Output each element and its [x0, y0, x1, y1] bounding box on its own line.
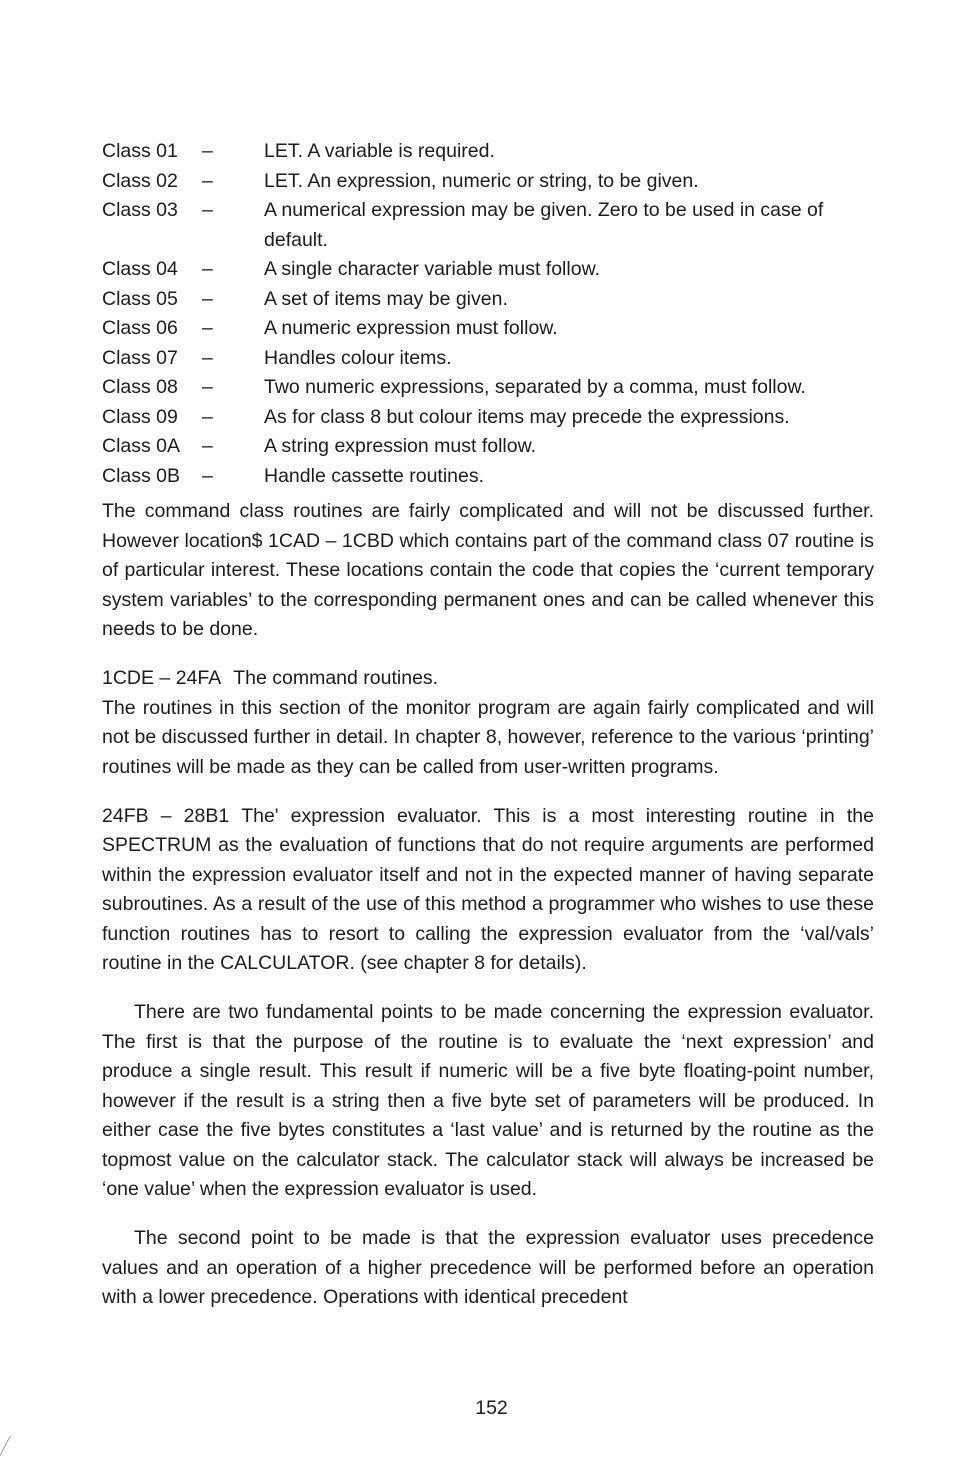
- class-name: Class 07: [102, 346, 178, 369]
- class-list-item: [102, 403, 874, 433]
- section-address-range: 24FB – 28B1: [102, 804, 230, 827]
- class-description: Handle cassette routines.: [264, 464, 485, 487]
- class-dash: –: [202, 258, 213, 280]
- class-list-item: [102, 344, 874, 374]
- command-class-list: [102, 137, 874, 491]
- paragraph-expression-evaluator: [102, 802, 874, 979]
- class-name: Class 03: [102, 199, 178, 221]
- class-list-item: [102, 255, 874, 285]
- page-number: 152: [475, 1397, 508, 1419]
- class-description: LET. A variable is required.: [264, 140, 495, 162]
- class-dash: –: [202, 287, 213, 310]
- class-list-item: [102, 373, 874, 403]
- class-name: Class 06: [102, 317, 178, 339]
- scan-corner-mark: [0, 1436, 29, 1458]
- section-address-range: 1CDE – 24FA: [102, 667, 222, 689]
- class-description: Two numeric expressions, separated by a comma, must follow.: [264, 376, 806, 398]
- paragraph-text: The' expression evaluator. This is a most interesting routine in the SPECTRUM as the evaluation of functions that do not require arguments are performed within the expression evaluator itself and not in the expected manner of having separate subroutines. As a result of the use of this method a programmer who wishes to use these function routines has to resort to calling the expression evaluator from the ‘val/vals’ routine in the CALCULATOR. (see chapter 8 for details).: [102, 804, 874, 974]
- class-dash: –: [202, 317, 213, 339]
- class-dash: –: [202, 435, 213, 457]
- class-name: Class 05: [102, 287, 178, 310]
- section-title: The command routines.: [233, 667, 439, 689]
- class-description: A numeric expression must follow.: [264, 317, 558, 339]
- class-description: LET. An expression, numeric or string, to be given.: [264, 169, 699, 192]
- class-description: A set of items may be given.: [264, 287, 508, 310]
- class-name: Class 01: [102, 140, 178, 162]
- class-description: A single character variable must follow.: [264, 258, 600, 280]
- class-list-item: [102, 196, 874, 255]
- class-description: Handles colour items.: [264, 346, 452, 369]
- class-dash: –: [202, 405, 213, 428]
- class-list-item: [102, 167, 874, 197]
- class-dash: –: [202, 140, 213, 162]
- class-name: Class 09: [102, 405, 178, 428]
- page-content: [102, 137, 874, 1332]
- class-list-item: [102, 285, 874, 315]
- paragraph-precedence: The second point to be made is that the expression evaluator uses precedence values and an operation of a higher precedence will be performed before an operation with a lower precedence. Operations with identical precedent: [102, 1227, 874, 1308]
- section-heading-command-routines: [102, 664, 874, 694]
- class-dash: –: [202, 346, 213, 369]
- class-list-item: [102, 432, 874, 462]
- class-name: Class 0B: [102, 464, 181, 487]
- class-list-item: [102, 462, 874, 492]
- class-description: A numerical expression may be given. Zero to be used in case of default.: [264, 199, 824, 251]
- paragraph-fundamental-points: There are two fundamental points to be made concerning the expression evaluator. The first is that the purpose of the routine is to evaluate the ‘next expression’ and produce a single result. This result if numeric will be a five byte floating-point number, however if the result is a string then a five byte set of parameters will be produced. In either case the five bytes constitutes a ‘last value’ and is returned by the routine as the topmost value on the calculator stack. The calculator stack will always be increased be ‘one value’ when the expression evaluator is used.: [102, 1001, 874, 1200]
- class-name: Class 04: [102, 258, 178, 280]
- class-dash: –: [202, 169, 213, 192]
- class-name: Class 0A: [102, 435, 181, 457]
- class-description: As for class 8 but colour items may precede the expressions.: [264, 405, 790, 428]
- class-description: A string expression must follow.: [264, 435, 537, 457]
- class-name: Class 08: [102, 376, 178, 398]
- class-name: Class 02: [102, 169, 178, 192]
- paragraph-command-routines: The routines in this section of the monitor program are again fairly complicated and will not be discussed further in detail. In chapter 8, however, reference to the various ‘printing’ routines will be made as they can be called from user-written programs.: [102, 696, 874, 778]
- class-list-item: [102, 314, 874, 344]
- class-dash: –: [202, 199, 213, 221]
- paragraph-command-class-routines: The command class routines are fairly complicated and will not be discussed further. However location$ 1CAD – 1CBD which contains part of the command class 07 routine is of particular interest. These locations contain the code that copies the ‘current temporary system variables’ to the corresponding permanent ones and can be called whenever this needs to be done.: [102, 500, 874, 640]
- class-list-item: [102, 137, 874, 167]
- class-dash: –: [202, 376, 213, 398]
- class-dash: –: [202, 464, 213, 487]
